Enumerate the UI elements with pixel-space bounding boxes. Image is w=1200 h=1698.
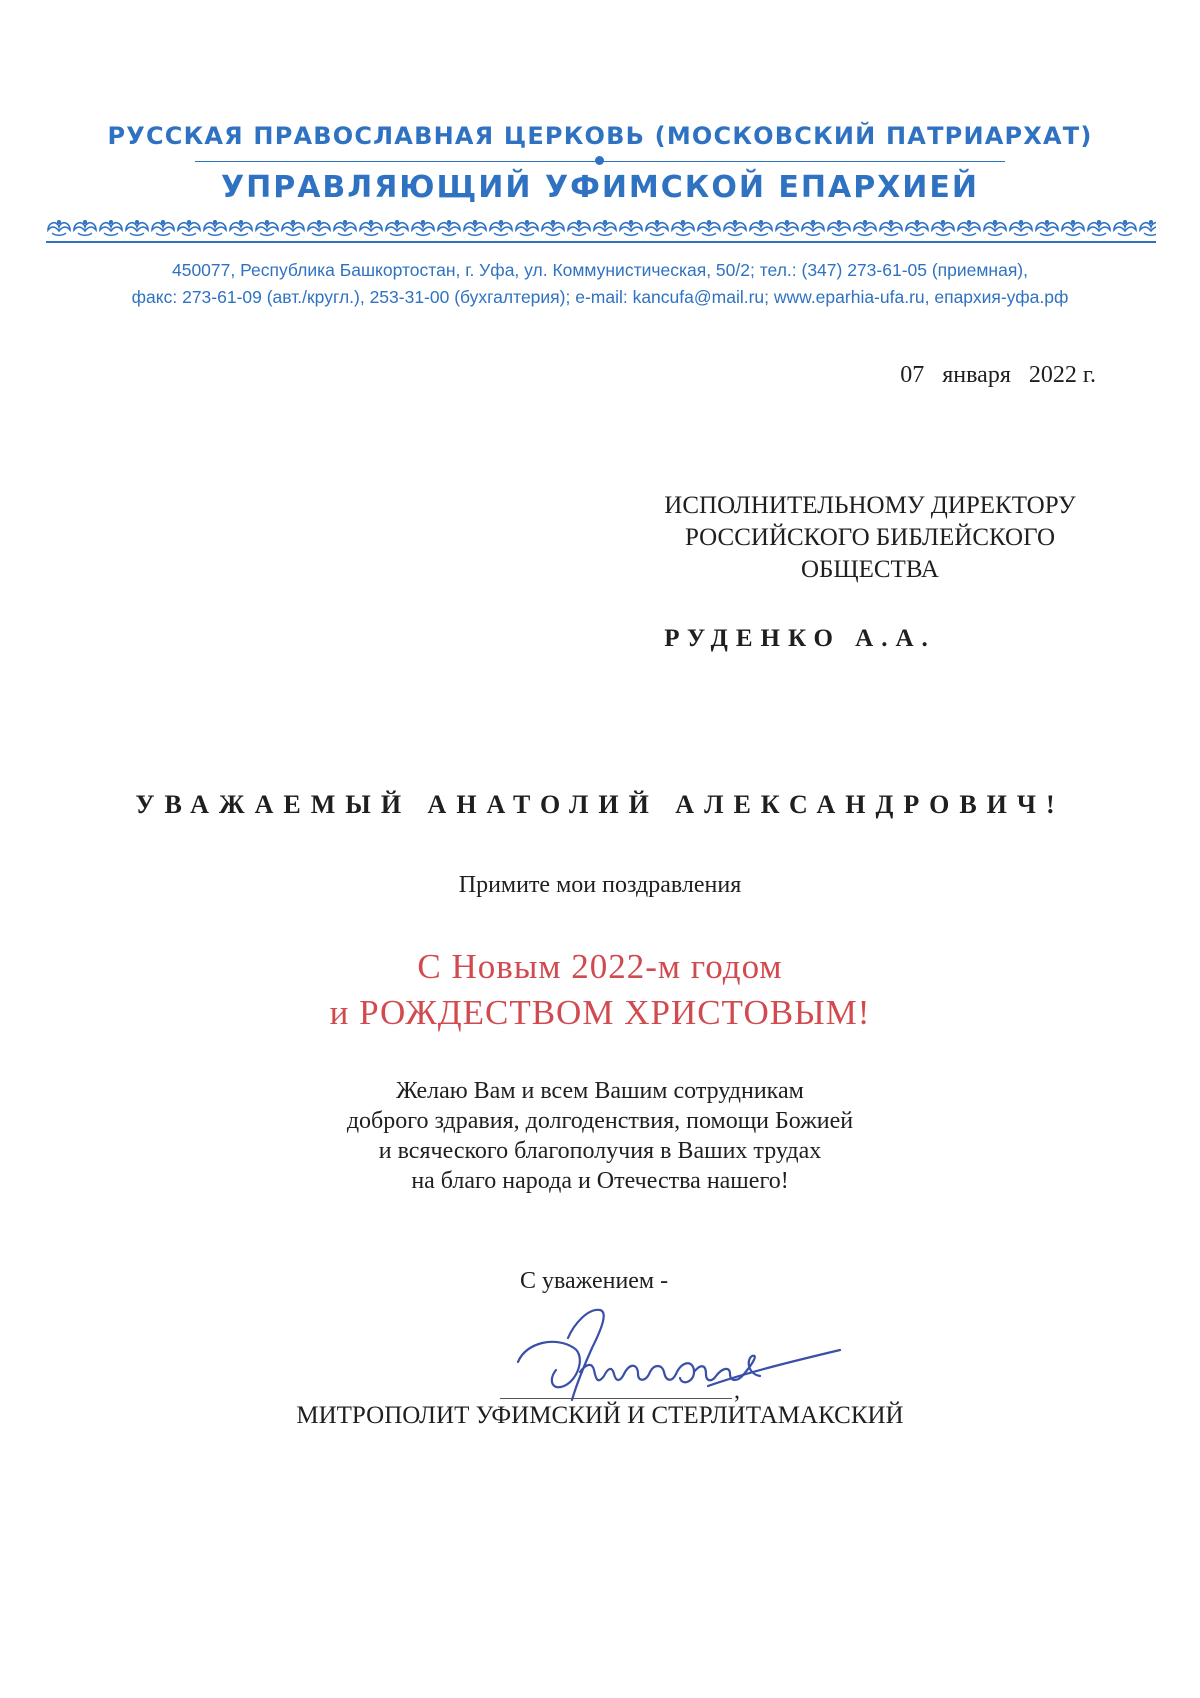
letterhead-org: РУССКАЯ ПРАВОСЛАВНАЯ ЦЕРКОВЬ (МОСКОВСКИЙ ПАТРИАРХАТ) [107,122,1093,150]
salutation: УВАЖАЕМЫЙ АНАТОЛИЙ АЛЕКСАНДРОВИЧ! [135,790,1065,819]
letterhead-title: УПРАВЛЯЮЩИЙ УФИМСКОЙ ЕПАРХИЕЙ [220,170,980,205]
handwritten-signature [508,1290,848,1420]
letterhead-dot [595,156,604,165]
recipient-line: РОССИЙСКОГО БИБЛЕЙСКОГО [684,524,1056,551]
wishes-block [0,1076,1200,1196]
recipient-line: ОБЩЕСТВА [800,556,939,583]
wishes-line: на благо народа и Отечества нашего! [411,1168,789,1194]
letter-date: 07 января 2022 г. [900,362,1096,388]
greeting-block [0,944,1200,1036]
wishes-line: доброго здравия, долгоденствия, помощи Божией [346,1108,854,1134]
wishes-line: Желаю Вам и всем Вашим сотрудникам [396,1078,804,1104]
wishes-line: и всяческого благополучия в Ваших трудах [378,1138,822,1164]
recipient-name: РУДЕНКО А.А. [664,625,936,652]
greeting-line: С Новым 2022-м годом [417,947,783,986]
address-line: факс: 273-61-09 (авт./кругл.), 253-31-00 (бухгалтерия); e-mail: kancufa@mail.ru; www.eparhia-ufa.ru, епархия-уфа.рф [131,287,1069,307]
letterhead-ornament [46,216,1156,246]
signer-title: МИТРОПОЛИТ УФИМСКИЙ И СТЕРЛИТАМАКСКИЙ [296,1402,904,1429]
greeting-line: и РОЖДЕСТВОМ ХРИСТОВЫМ! [329,993,871,1032]
closing-text: С уважением - [520,1268,669,1294]
address-line: 450077, Республика Башкортостан, г. Уфа, ул. Коммунистическая, 50/2; тел.: (347) 273-61-05 (приемная), [171,260,1028,280]
intro-text: Примите мои поздравления [458,872,742,898]
signature-line [500,1398,732,1399]
recipient-line: ИСПОЛНИТЕЛЬНОМУ ДИРЕКТОРУ [664,492,1076,519]
recipient-block [600,490,1140,586]
letterhead-address [0,257,1200,311]
signature-comma: , [734,1378,740,1404]
